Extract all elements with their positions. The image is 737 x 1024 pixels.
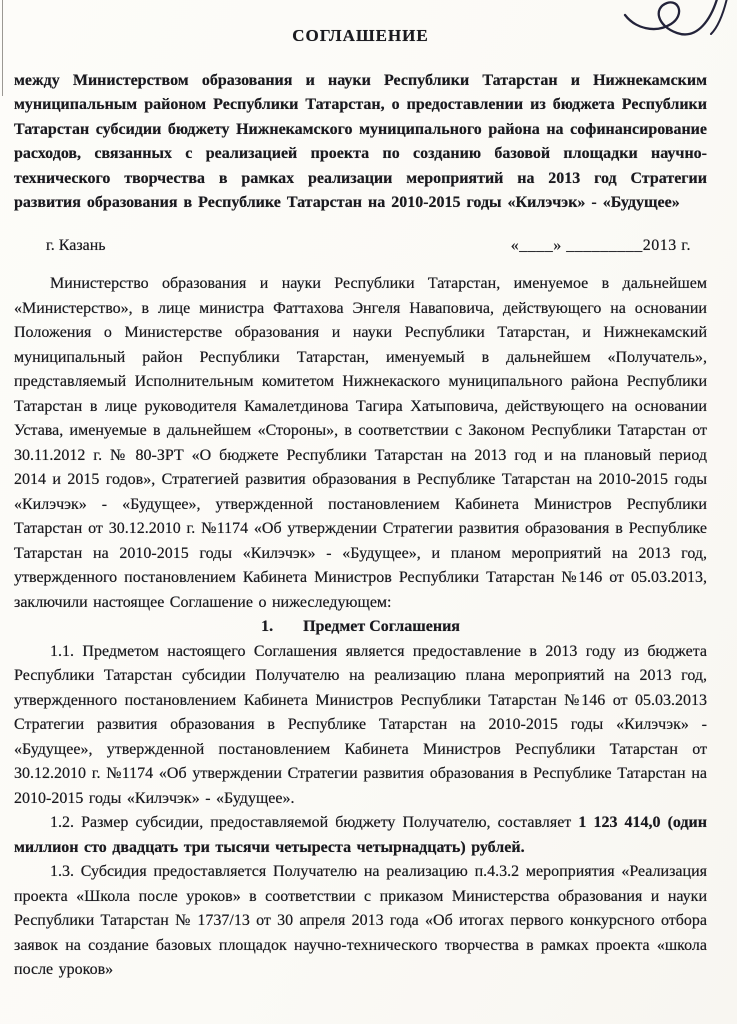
clause-1-3: 1.3. Субсидия предоставляется Получателю на реализацию п.4.3.2 мероприятия «Реализация проекта «Школа после уроков» в соответствии с приказом Министерства образования и науки Республики Татарстан № 1737/13 от 30 апреля 2013 года «Об итогах первого конкурсного отбора заявок на создание базовых площадок научно-технического творчества в рамках проекта «школа после уроков» [14, 863, 707, 978]
clause-1-2-amount: 1 123 414,0 (один миллион сто двадцать три тысячи четыреста четырнадцать) рублей. [14, 814, 707, 856]
section-1-number: 1. [261, 618, 274, 635]
place-city: г. Казань [46, 236, 106, 254]
intro-paragraph: Министерство образования и науки Республики Татарстан, именуемое в дальнейшем «Министерство», в лице министра Фаттахова Энгеля Наваповича, действующего на основании Положения о Министерстве образования и науки Республики Татарстан, и Нижнекамский муниципальный район Республики Татарстан, именуемый в дальнейшем «Получатель», представляемый Исполнительным комитетом Нижнекаского муниципального района Республики Татарстан в лице руководителя Камалетдинова Тагира Хатыповича, действующего на основании Устава, именуемые в дальнейшем «Стороны», в соответствии с Законом Республики Татарстан от 30.11.2012 г. № 80-ЗРТ «О бюджете Республики Татарстан на 2013 год и на плановый период 2014 и 2015 годов», Стратегией развития образования в Республике Татарстан на 2010-2015 годы «Килэчэк» - «Будущее», утвержденной постановлением Кабинета Министров Республики Татарстан от 30.12.2010 г. №1174 «Об утверждении Стратегии развития образования в Республике Татарстан на 2010-2015 годы «Килэчэк» - «Будущее», и планом мероприятий на 2013 год, утвержденного постановлением Кабинета Министров Республики Татарстан №146 от 05.03.2013, заключили настоящее Соглашение о нижеследующем: [14, 275, 707, 611]
section-1-heading [14, 615, 707, 640]
document-title: СОГЛАШЕНИЕ [292, 26, 429, 45]
place-date-row [14, 234, 707, 259]
section-1-title: Предмет Соглашения [303, 618, 460, 635]
clause-1-2 [14, 811, 707, 860]
date-blank-line: «____» _________2013 г. [510, 236, 691, 254]
clause-1-1: 1.1. Предметом настоящего Соглашения является предоставление в 2013 году из бюджета Республики Татарстан субсидии Получателю на реализацию плана мероприятий на 2013 год, утвержденного постановлением Кабинета Министров Республики Татарстан №146 от 05.03.2013 Стратегии развития образования в Республике Татарстан на 2010-2015 годы «Килэчэк» - «Будущее», утвержденной постановлением Кабинета Министров Республики Татарстан от 30.12.2010 г. №1174 «Об утверждении Стратегии развития образования в Республике Татарстан на 2010-2015 годы «Килэчэк» - «Будущее». [14, 642, 707, 807]
preamble-paragraph: между Министерством образования и науки Республики Татарстан и Нижнекамским муниципальным районом Республики Татарстан, о предоставлении из бюджета Республики Татарстан субсидии бюджету Нижнекамского муниципального района на софинансирование расходов, связанных с реализацией проекта по созданию базовой площадки научно-технического творчества в рамках реализации мероприятий на 2013 год Стратегии развития образования в Республике Татарстан на 2010-2015 годы «Килэчэк» - «Будущее» [14, 71, 707, 211]
clause-1-2-text: 1.2. Размер субсидии, предоставляемой бюджету Получателю, составляет [50, 814, 579, 831]
